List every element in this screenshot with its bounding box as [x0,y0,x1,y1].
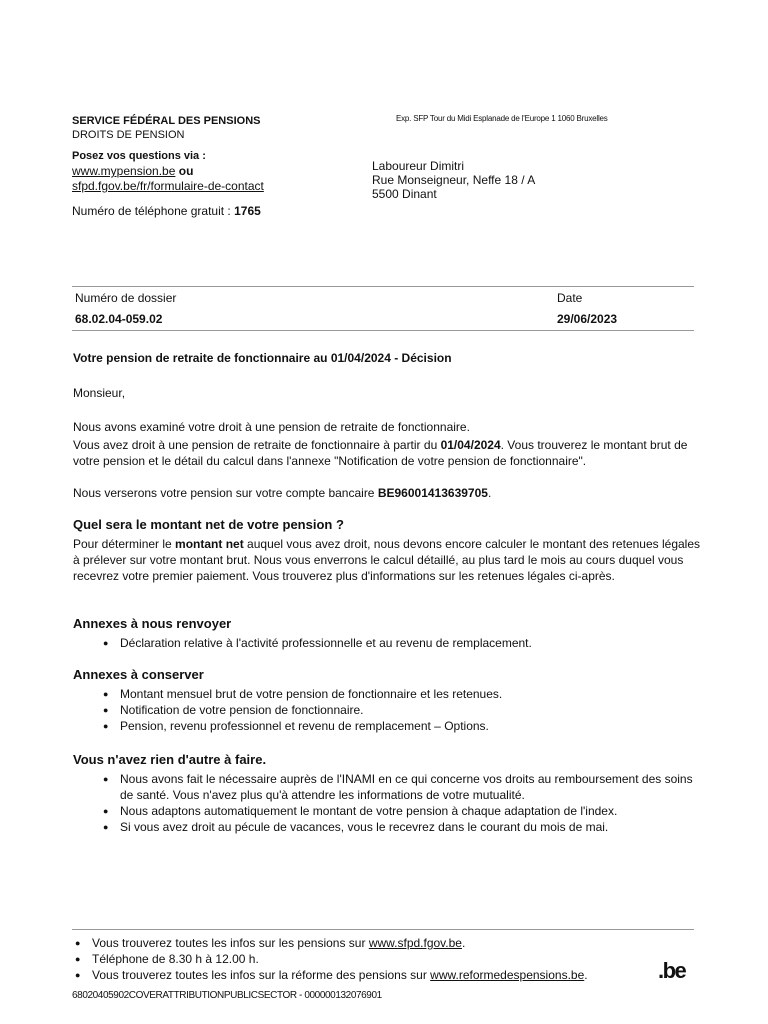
paragraph-examined: Nous avons examiné votre droit à une pension de retraite de fonctionnaire. [73,420,470,434]
text: Vous trouverez toutes les infos sur les pensions sur [92,936,369,950]
sender-department: DROITS DE PENSION [72,129,185,141]
footer-divider [72,929,694,930]
expeditor-address: Exp. SFP Tour du Midi Esplanade de l'Europe 1 1060 Bruxelles [396,114,608,123]
text: auquel vous avez droit, nous devons encore calculer le montant des retenues légales à prélever sur votre montant brut. Nous vous enverrons le calcul détaillé, au plus tard le mois au cours duquel vous recevrez votre premier paiement. Vous trouverez plus d'informations sur les retenues légales ci-après. [73,537,700,583]
text: . [487,486,492,500]
reform-link[interactable]: www.reformedespensions.be [430,968,585,982]
heading-nothing-else: Vous n'avez rien d'autre à faire. [73,752,267,767]
contact-form-link[interactable]: sfpd.fgov.be/fr/formulaire-de-contact [72,179,264,193]
sender-block [72,114,260,142]
recipient-address [372,159,535,201]
list-item: ● Si vous avez droit au pécule de vacances, vous le recevrez dans le courant du mois de mai. [100,819,700,835]
contact-block [72,149,264,194]
recipient-name: Laboureur Dimitri [372,159,465,173]
dossier-label: Numéro de dossier [75,291,177,305]
paragraph-net-amount [73,536,703,584]
list-item: ● Nous avons fait le nécessaire auprès de l'INAMI en ce qui concerne vos droits au remboursement des soins de santé. Vous n'avez plus qu'à attendre les informations de votre mutualité. [100,771,700,803]
paragraph-bank [73,485,703,501]
net-amount-term: montant net [175,537,244,551]
text: . Vous trouverez le montant brut de votre pension et le détail du calcul dans l'annexe "Notification de votre pension de fonctionnaire". [73,438,688,468]
recipient-street: Rue Monseigneur, Neffe 18 / A [372,173,536,187]
dossier-number: 68.02.04-059.02 [75,312,163,326]
text: Nous verserons votre pension sur votre compte bancaire [73,486,378,500]
letter-date: 29/06/2023 [557,312,618,326]
document-barcode-text: 68020405902COVERATTRIBUTIONPUBLICSECTOR - 000000132076901 [72,990,382,1001]
footer-item: ● Téléphone de 8.30 h à 12.00 h. [72,951,632,967]
text: . [584,968,588,982]
footer-item [72,935,632,951]
bank-account: BE96001413639705 [377,486,488,500]
be-logo: .be [658,958,686,983]
text: Pour déterminer le [73,537,176,551]
list-item: ● Notification de votre pension de fonctionnaire. [100,702,700,718]
or-label: ou [178,164,194,178]
paragraph-right [73,437,703,469]
questions-label: Posez vos questions via : [72,150,206,162]
phone-label: Numéro de téléphone gratuit : [72,204,235,218]
list-item: ● Pension, revenu professionnel et revenu de remplacement – Options. [100,718,700,734]
text: Vous avez droit à une pension de retraite de fonctionnaire à partir du [73,438,441,452]
footer-info-list [72,935,632,983]
annexes-return-list [100,635,700,651]
pension-start-date: 01/04/2024 [440,438,501,452]
letter-subject: Votre pension de retraite de fonctionnaire au 01/04/2024 - Décision [73,351,452,365]
list-item: ● Nous adaptons automatiquement le montant de votre pension à chaque adaptation de l'index. [100,803,700,819]
list-item: ● Déclaration relative à l'activité professionnelle et au revenu de remplacement. [100,635,700,651]
date-label: Date [557,291,583,305]
salutation: Monsieur, [73,386,126,400]
phone-number: 1765 [234,204,261,218]
divider [72,286,694,287]
divider [72,330,694,331]
heading-annexes-keep: Annexes à conserver [73,667,204,682]
sfpd-link[interactable]: www.sfpd.fgov.be [368,936,462,950]
annexes-keep-list [100,686,700,734]
free-phone-line [72,204,261,218]
list-item: ● Montant mensuel brut de votre pension de fonctionnaire et les retenues. [100,686,700,702]
heading-annexes-return: Annexes à nous renvoyer [73,616,232,631]
footer-item [72,967,632,983]
mypension-link[interactable]: www.mypension.be [72,164,176,178]
heading-net-amount: Quel sera le montant net de votre pension ? [73,517,344,532]
nothing-else-list [100,771,700,835]
recipient-city: 5500 Dinant [372,187,437,201]
text: Vous trouverez toutes les infos sur la réforme des pensions sur [92,968,431,982]
text: . [461,936,466,950]
sender-organization: SERVICE FÉDÉRAL DES PENSIONS [72,115,261,127]
